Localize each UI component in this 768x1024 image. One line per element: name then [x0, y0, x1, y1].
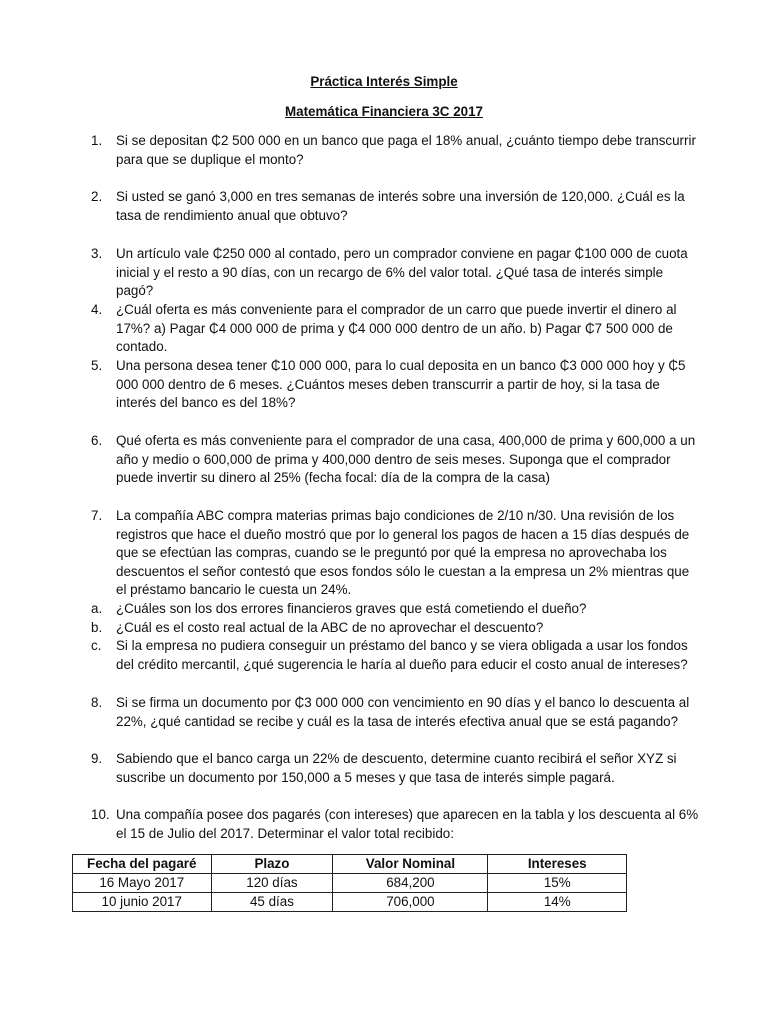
subquestion-text: Si la empresa no pudiera conseguir un préstamo del banco y se viera obligada a usar los fondos del crédito mercantil, ¿qué sugerencia le haría al dueño para educir el costo anual de intereses? — [116, 638, 688, 672]
question-3 — [91, 245, 701, 301]
question-6 — [91, 432, 701, 488]
question-5 — [91, 357, 701, 413]
question-number: 6. — [91, 433, 103, 448]
table-cell: 706,000 — [333, 893, 488, 912]
table-cell: 120 días — [211, 874, 333, 893]
question-text: Un artículo vale ₵250 000 al contado, pero un comprador conviene en pagar ₵100 000 de cuota inicial y el resto a 90 días, con un recargo de 6% del valor total. ¿Qué tasa de interés simple pagó? — [116, 246, 688, 298]
question-text: Si se depositan ₵2 500 000 en un banco que paga el 18% anual, ¿cuánto tiempo debe transcurrir para que se duplique el monto? — [116, 133, 696, 167]
question-text: Sabiendo que el banco carga un 22% de descuento, determine cuanto recibirá el señor XYZ si suscribe un documento por 150,000 a 5 meses y que tasa de interés simple pagará. — [116, 751, 677, 785]
subquestion-c — [91, 637, 701, 674]
question-4 — [91, 301, 701, 357]
question-number: 7. — [91, 508, 103, 523]
column-header: Valor Nominal — [333, 855, 488, 874]
question-2 — [91, 188, 701, 225]
table-header-row — [73, 855, 627, 874]
subquestion-letter: c. — [91, 638, 102, 653]
column-header: Fecha del pagaré — [73, 855, 212, 874]
question-number: 1. — [91, 133, 103, 148]
subquestion-letter: b. — [91, 620, 103, 635]
subquestion-b — [91, 619, 701, 638]
subquestion-a — [91, 600, 701, 619]
question-number: 9. — [91, 751, 103, 766]
question-text: Si usted se ganó 3,000 en tres semanas de interés sobre una inversión de 120,000. ¿Cuál es la tasa de rendimiento anual que obtuvo? — [116, 189, 685, 223]
page-subtitle: Matemática Financiera 3C 2017 — [285, 104, 483, 119]
question-7 — [91, 507, 701, 600]
table-row — [73, 893, 627, 912]
promissory-notes-table — [72, 854, 627, 912]
table-cell: 684,200 — [333, 874, 488, 893]
question-1 — [91, 132, 701, 169]
table-cell: 16 Mayo 2017 — [73, 874, 212, 893]
question-number: 5. — [91, 358, 103, 373]
question-number: 10. — [91, 807, 110, 822]
question-number: 8. — [91, 695, 103, 710]
question-text: La compañía ABC compra materias primas bajo condiciones de 2/10 n/30. Una revisión de los registros que hace el dueño mostró que por lo general los pagos de hacen a 15 días después de que se efectúan las compras, cuando se le preguntó por qué la empresa no aprovechaba los descuentos el señor contestó que esos fondos sólo le cuestan a la empresa un 2% mientras que el préstamo bancario le cuesta un 24%. — [116, 508, 690, 597]
question-number: 2. — [91, 189, 103, 204]
question-text: ¿Cuál oferta es más conveniente para el comprador de un carro que puede invertir el dinero al 17%? a) Pagar ₵4 000 000 de prima y ₵4 000 000 dentro de un año. b) Pagar ₵7 500 000 de contado. — [116, 302, 677, 354]
table-cell: 10 junio 2017 — [73, 893, 212, 912]
table-row — [73, 874, 627, 893]
column-header: Intereses — [488, 855, 627, 874]
page-title: Práctica Interés Simple — [310, 74, 458, 89]
subquestion-text: ¿Cuáles son los dos errores financieros graves que está cometiendo el dueño? — [116, 601, 587, 616]
subquestion-letter: a. — [91, 601, 103, 616]
question-text: Si se firma un documento por ₵3 000 000 con vencimiento en 90 días y el banco lo descuenta al 22%, ¿qué cantidad se recibe y cuál es la tasa de interés efectiva anual que se está pagando? — [116, 695, 690, 729]
subquestion-text: ¿Cuál es el costo real actual de la ABC de no aprovechar el descuento? — [116, 620, 544, 635]
column-header: Plazo — [211, 855, 333, 874]
table-cell: 15% — [488, 874, 627, 893]
table-cell: 45 días — [211, 893, 333, 912]
question-9 — [91, 750, 701, 787]
question-8 — [91, 694, 701, 731]
question-text: Una compañía posee dos pagarés (con intereses) que aparecen en la tabla y los descuenta al 6% el 15 de Julio del 2017. Determinar el valor total recibido: — [116, 807, 699, 841]
table-cell: 14% — [488, 893, 627, 912]
question-text: Qué oferta es más conveniente para el comprador de una casa, 400,000 de prima y 600,000 a un año y medio o 600,000 de prima y 400,000 dentro de seis meses. Suponga que el comprador puede invertir su dinero al 25% (fecha focal: día de la compra de la casa) — [116, 433, 696, 485]
question-number: 4. — [91, 302, 103, 317]
question-10 — [91, 806, 701, 843]
question-text: Una persona desea tener ₵10 000 000, para lo cual deposita en un banco ₵3 000 000 hoy y ₵5 000 000 dentro de 6 meses. ¿Cuántos meses deben transcurrir a partir de hoy, si la tasa de interés del banco es del 18%? — [116, 358, 686, 410]
question-number: 3. — [91, 246, 103, 261]
